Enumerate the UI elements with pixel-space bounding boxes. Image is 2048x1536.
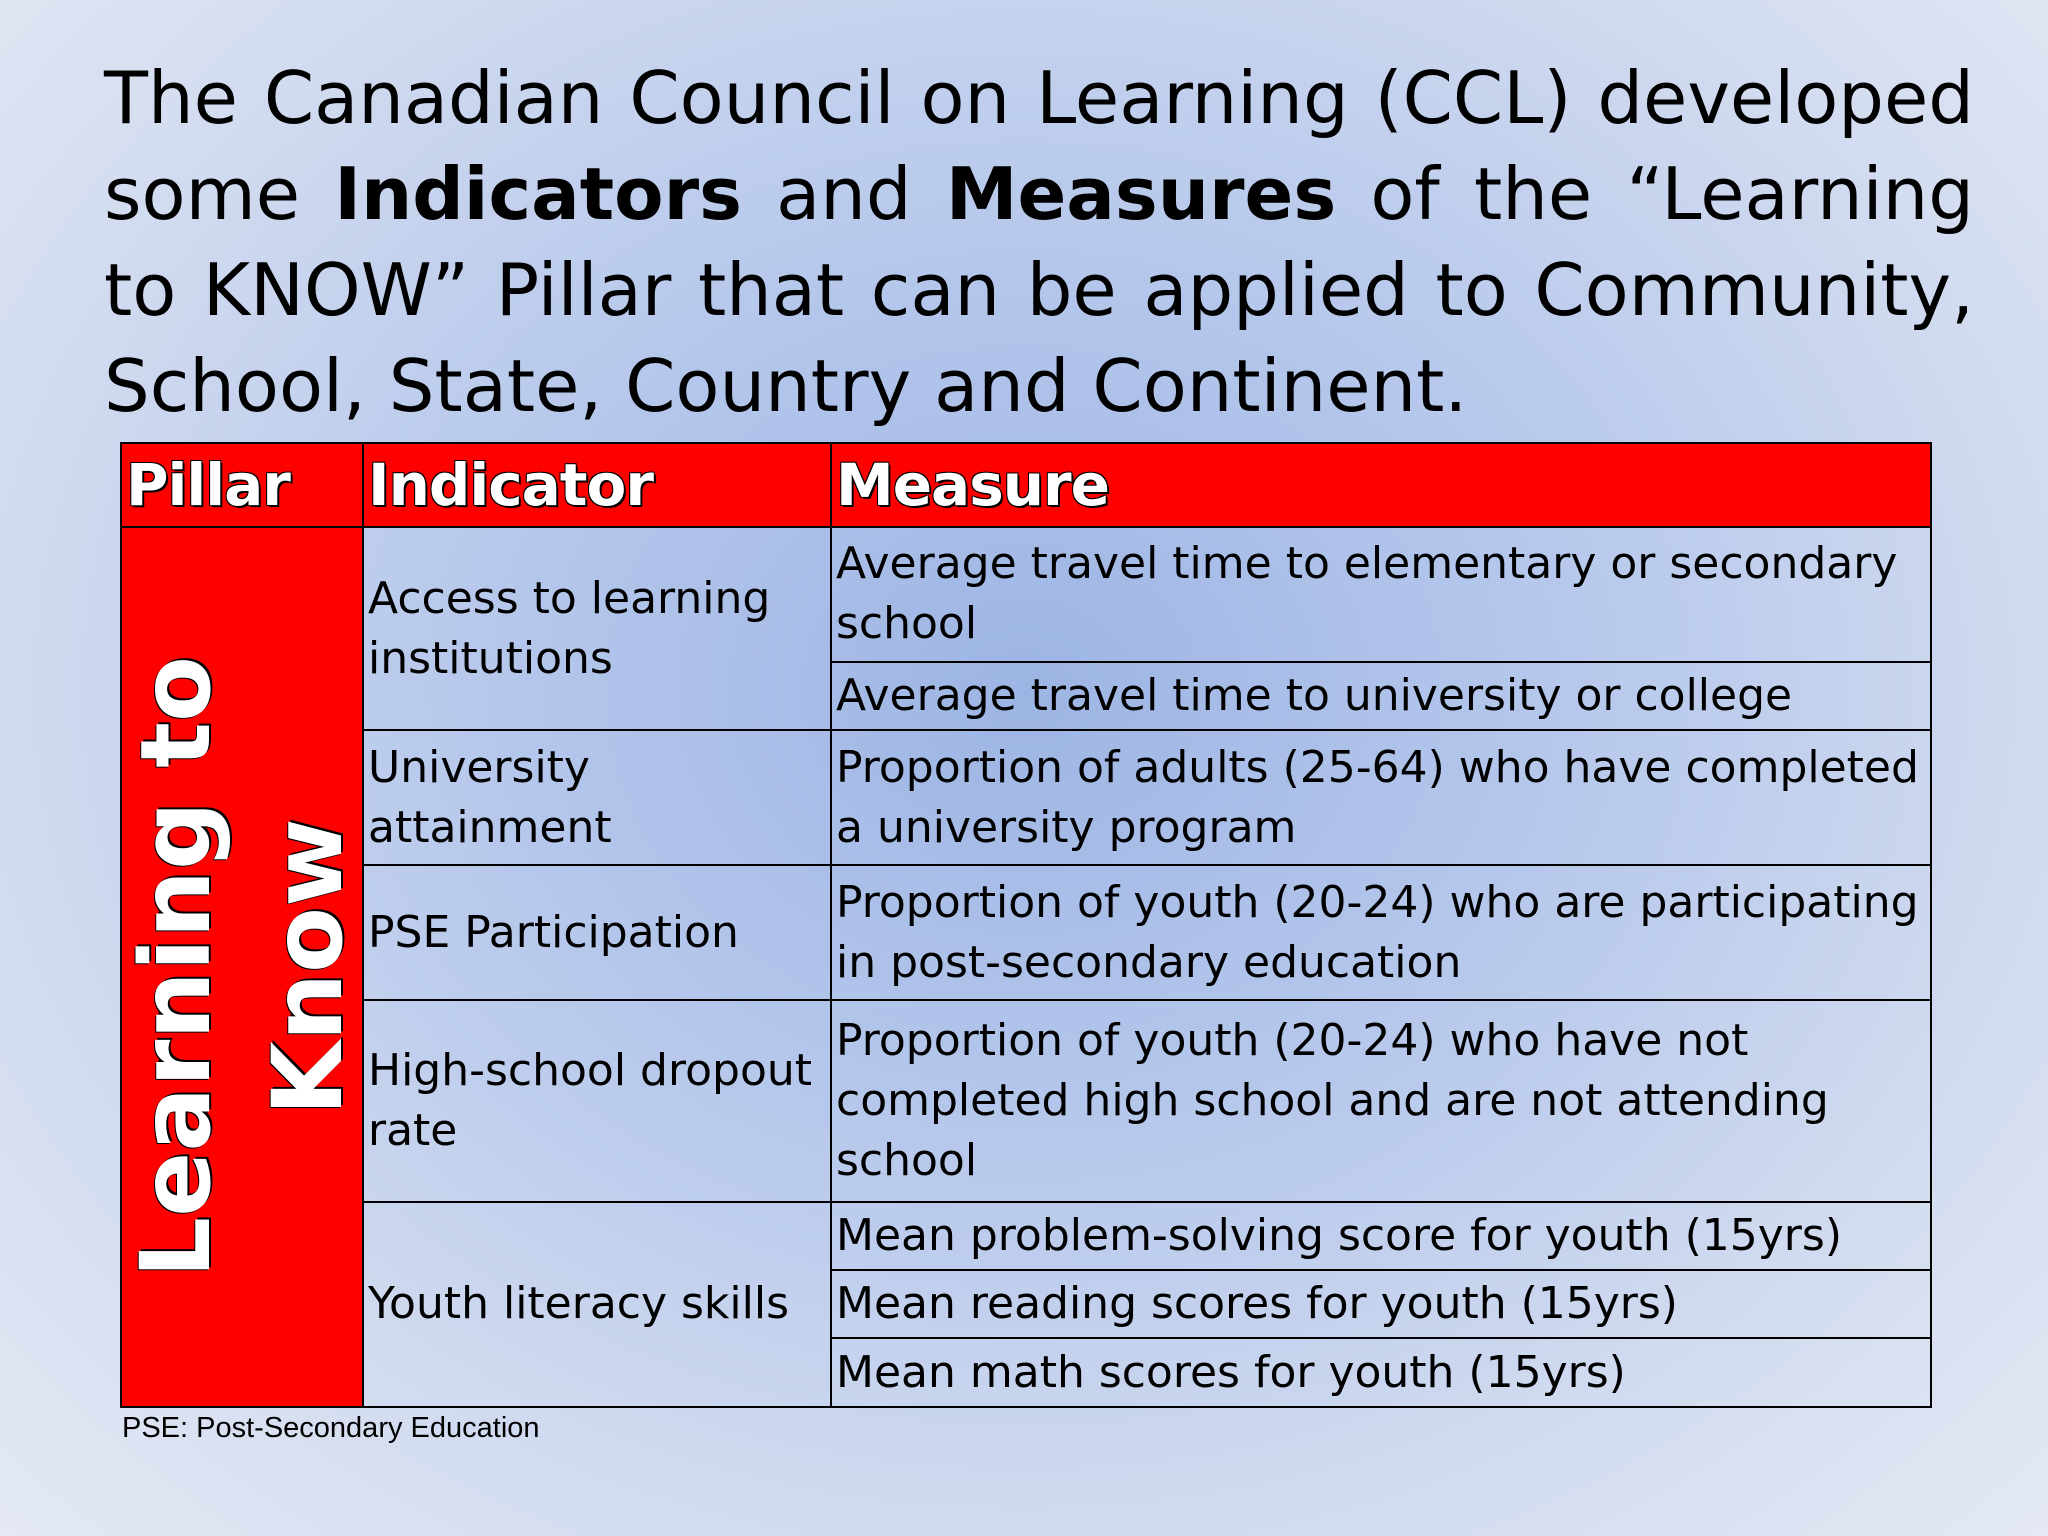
measure-problem-solving: Mean problem-solving score for youth (15yrs) xyxy=(831,1202,1931,1270)
table-row xyxy=(121,865,1931,1000)
heading-indicators: Indicators xyxy=(334,152,742,236)
heading-measures: Measures xyxy=(945,152,1337,236)
measure-reading: Mean reading scores for youth (15yrs) xyxy=(831,1270,1931,1338)
heading-text-2: and xyxy=(741,152,946,236)
indicator-access: Access to learning institutions xyxy=(363,527,831,730)
pillar-line-2: Know xyxy=(252,818,364,1116)
indicator-youth-literacy: Youth literacy skills xyxy=(363,1202,831,1407)
table-row xyxy=(121,527,1931,662)
pillar-label xyxy=(110,656,374,1278)
measure-travel-elementary: Average travel time to elementary or secondary school xyxy=(831,527,1931,662)
heading-text-1: The Canadian Council on Learning (CCL) developed some xyxy=(104,56,1974,236)
measure-travel-university: Average travel time to university or college xyxy=(831,662,1931,730)
indicator-dropout-rate: High-school dropout rate xyxy=(363,1000,831,1201)
indicator-university-attainment: University attainment xyxy=(363,730,831,865)
pillar-line-1: Learning to xyxy=(120,656,232,1278)
table-row xyxy=(121,730,1931,865)
slide-heading xyxy=(104,50,1974,434)
measure-math: Mean math scores for youth (15yrs) xyxy=(831,1338,1931,1407)
pillar-cell xyxy=(121,527,363,1407)
heading-text-3: of the “Learning to KNOW” Pillar that can be applied to Community, School, State, Country and Continent. xyxy=(104,152,1974,428)
measure-youth-dropout: Proportion of youth (20-24) who have not completed high school and are not attending school xyxy=(831,1000,1931,1201)
header-pillar: Pillar xyxy=(121,443,363,527)
header-indicator: Indicator xyxy=(363,443,831,527)
table-row xyxy=(121,1000,1931,1201)
indicators-table xyxy=(120,442,1932,1408)
indicator-pse-participation: PSE Participation xyxy=(363,865,831,1000)
measure-adults-university: Proportion of adults (25-64) who have completed a university program xyxy=(831,730,1931,865)
table-row xyxy=(121,1202,1931,1270)
table-header-row xyxy=(121,443,1931,527)
measure-youth-pse: Proportion of youth (20-24) who are participating in post-secondary education xyxy=(831,865,1931,1000)
footnote: PSE: Post-Secondary Education xyxy=(122,1412,540,1444)
header-measure: Measure xyxy=(831,443,1931,527)
